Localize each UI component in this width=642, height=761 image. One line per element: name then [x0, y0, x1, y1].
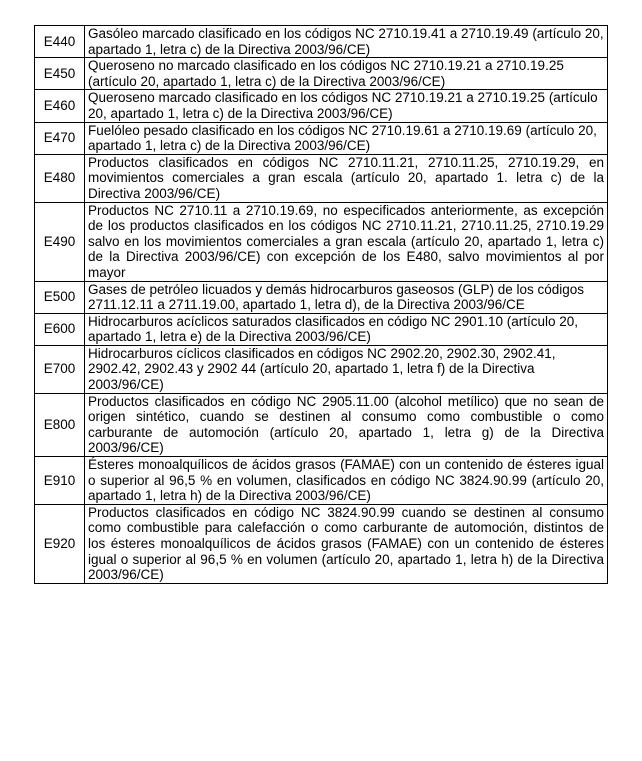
product-description-cell: [85, 90, 608, 122]
description-line: comerciales a gran escala (artículo 20, apartado 1, letra c) de la: [88, 233, 604, 265]
description-line: no sean de origen sintético, cuando se destinen al consumo como: [88, 393, 604, 425]
description-line: combustible o como carburante de automoción (artículo 20, apartado 1,: [88, 409, 604, 440]
description-line: Fuelóleo pesado clasificado en los códigos NC 2710.19.61 a 2710.19.69: [88, 122, 522, 138]
description-line: Gasóleo marcado clasificado en los códigos NC 2710.19.41 a: [88, 26, 458, 41]
description-line: volumen (artículo 20, apartado 1, letra h) de la Directiva 2003/96/CE): [88, 551, 604, 583]
product-description-cell: [85, 393, 608, 456]
description-line: por mayor: [88, 249, 604, 280]
description-line: (FAMAE) con un contenido de ésteres igual o superior al 96,5 % en: [88, 536, 604, 567]
codes-table-body: [35, 26, 608, 584]
product-code-cell: E600: [35, 313, 85, 345]
description-line: ésteres igual o superior al 96,5 % en volumen, clasificados en código: [88, 457, 604, 488]
table-row: [35, 26, 608, 58]
product-code-cell: E490: [35, 202, 85, 281]
description-line: Productos clasificados en código NC 3824.90.99 cuando se destinen al: [88, 504, 543, 520]
description-line: apartado 1. letra c) de la Directiva 2003/96/CE): [88, 170, 604, 201]
description-line: as excepción de los productos clasificados en los códigos NC: [88, 202, 604, 234]
product-code-cell: E460: [35, 90, 85, 122]
description-line: Queroseno marcado clasificado en los códigos NC 2710.19.21 a: [88, 90, 474, 106]
table-row: [35, 393, 608, 456]
product-code-cell: E470: [35, 122, 85, 154]
description-line: 2710.19.25 (artículo 20, apartado 1, letra c) de la Directiva 2003/96/CE): [88, 90, 598, 121]
description-line: 2710.19.25 (artículo 20, apartado 1, letra c) de la Directiva 2003/96/CE): [88, 58, 564, 89]
table-row: [35, 504, 608, 583]
description-line: Hidrocarburos acíclicos saturados clasificados en código NC 2901.10: [88, 313, 503, 329]
table-row: [35, 202, 608, 281]
table-row: [35, 154, 608, 202]
product-description-cell: [85, 26, 608, 58]
product-code-cell: E920: [35, 504, 85, 583]
description-line: Productos clasificados en código NC 2905.11.00 (alcohol metílico) que: [88, 393, 528, 409]
product-description-cell: [85, 58, 608, 90]
description-line: Productos clasificados en códigos NC 2710.11.21, 2710.11.25,: [88, 154, 499, 170]
description-line: 2710.19.49 (artículo 20, apartado 1, letra c) de la Directiva 2003/96/CE): [88, 26, 604, 57]
product-code-cell: E700: [35, 345, 85, 393]
description-line: automoción, distintos de los ésteres monoalquílicos de ácidos grasos: [88, 520, 604, 551]
product-description-cell: [85, 122, 608, 154]
description-line: la Directiva 2003/96/CE): [88, 361, 535, 393]
product-description-cell: [85, 504, 608, 583]
product-code-cell: E500: [35, 281, 85, 313]
description-line: los códigos 2711.12.11 a 2711.19.00, apartado 1, letra d), de la: [88, 281, 585, 313]
description-line: consumo como combustible para calefacción o como carburante de: [88, 504, 604, 536]
description-line: NC 3824.90.99 (artículo 20, apartado 1, letra h) de la Directiva: [88, 472, 604, 504]
description-line: Ésteres monoalquílicos de ácidos grasos (FAMAE) con un contenido de: [88, 457, 523, 473]
description-line: (artículo 20, apartado 1, letra e) de la Directiva 2003/96/CE): [88, 313, 579, 345]
description-line: Productos NC 2710.11 a 2710.19.69, no especificados anteriormente,: [88, 202, 518, 218]
description-line: Directiva 2003/96/CE) con excepción de los E480, salvo movimientos al: [125, 249, 579, 265]
description-line: Directiva 2003/96/CE: [397, 297, 525, 313]
table-row: [35, 58, 608, 90]
product-code-cell: E800: [35, 393, 85, 456]
product-code-cell: E450: [35, 58, 85, 90]
description-line: 2003/96/CE): [295, 488, 371, 504]
description-line: Queroseno no marcado clasificado en los códigos NC 2710.19.21 a: [88, 58, 493, 74]
table-row: [35, 281, 608, 313]
product-description-cell: [85, 457, 608, 505]
description-line: 2710.19.29, en movimientos comerciales a gran escala (artículo 20,: [88, 154, 604, 186]
product-description-cell: [85, 313, 608, 345]
description-line: (artículo 20, apartado 1, letra c) de la Directiva 2003/96/CE): [88, 122, 597, 154]
product-code-cell: E440: [35, 26, 85, 58]
product-description-cell: [85, 202, 608, 281]
product-description-cell: [85, 281, 608, 313]
table-row: [35, 90, 608, 122]
product-code-cell: E480: [35, 154, 85, 202]
product-description-cell: [85, 154, 608, 202]
description-line: Hidrocarburos cíclicos clasificados en códigos NC 2902.20, 2902.30,: [88, 345, 500, 361]
product-code-cell: E910: [35, 457, 85, 505]
table-row: [35, 122, 608, 154]
description-line: letra g) de la Directiva 2003/96/CE): [88, 424, 604, 456]
product-description-cell: [85, 345, 608, 393]
description-line: 2902.41, 2902.42, 2902.43 y 2902 44 (artículo 20, apartado 1, letra f) de: [88, 345, 556, 377]
table-row: [35, 457, 608, 505]
excise-codes-table: [34, 25, 608, 584]
table-row: [35, 345, 608, 393]
table-row: [35, 313, 608, 345]
description-line: Gases de petróleo licuados y demás hidrocarburos gaseosos (GLP) de: [88, 281, 513, 297]
description-line: 2710.11.21, 2710.11.25, 2710.19.29 salvo en los movimientos: [88, 218, 604, 249]
